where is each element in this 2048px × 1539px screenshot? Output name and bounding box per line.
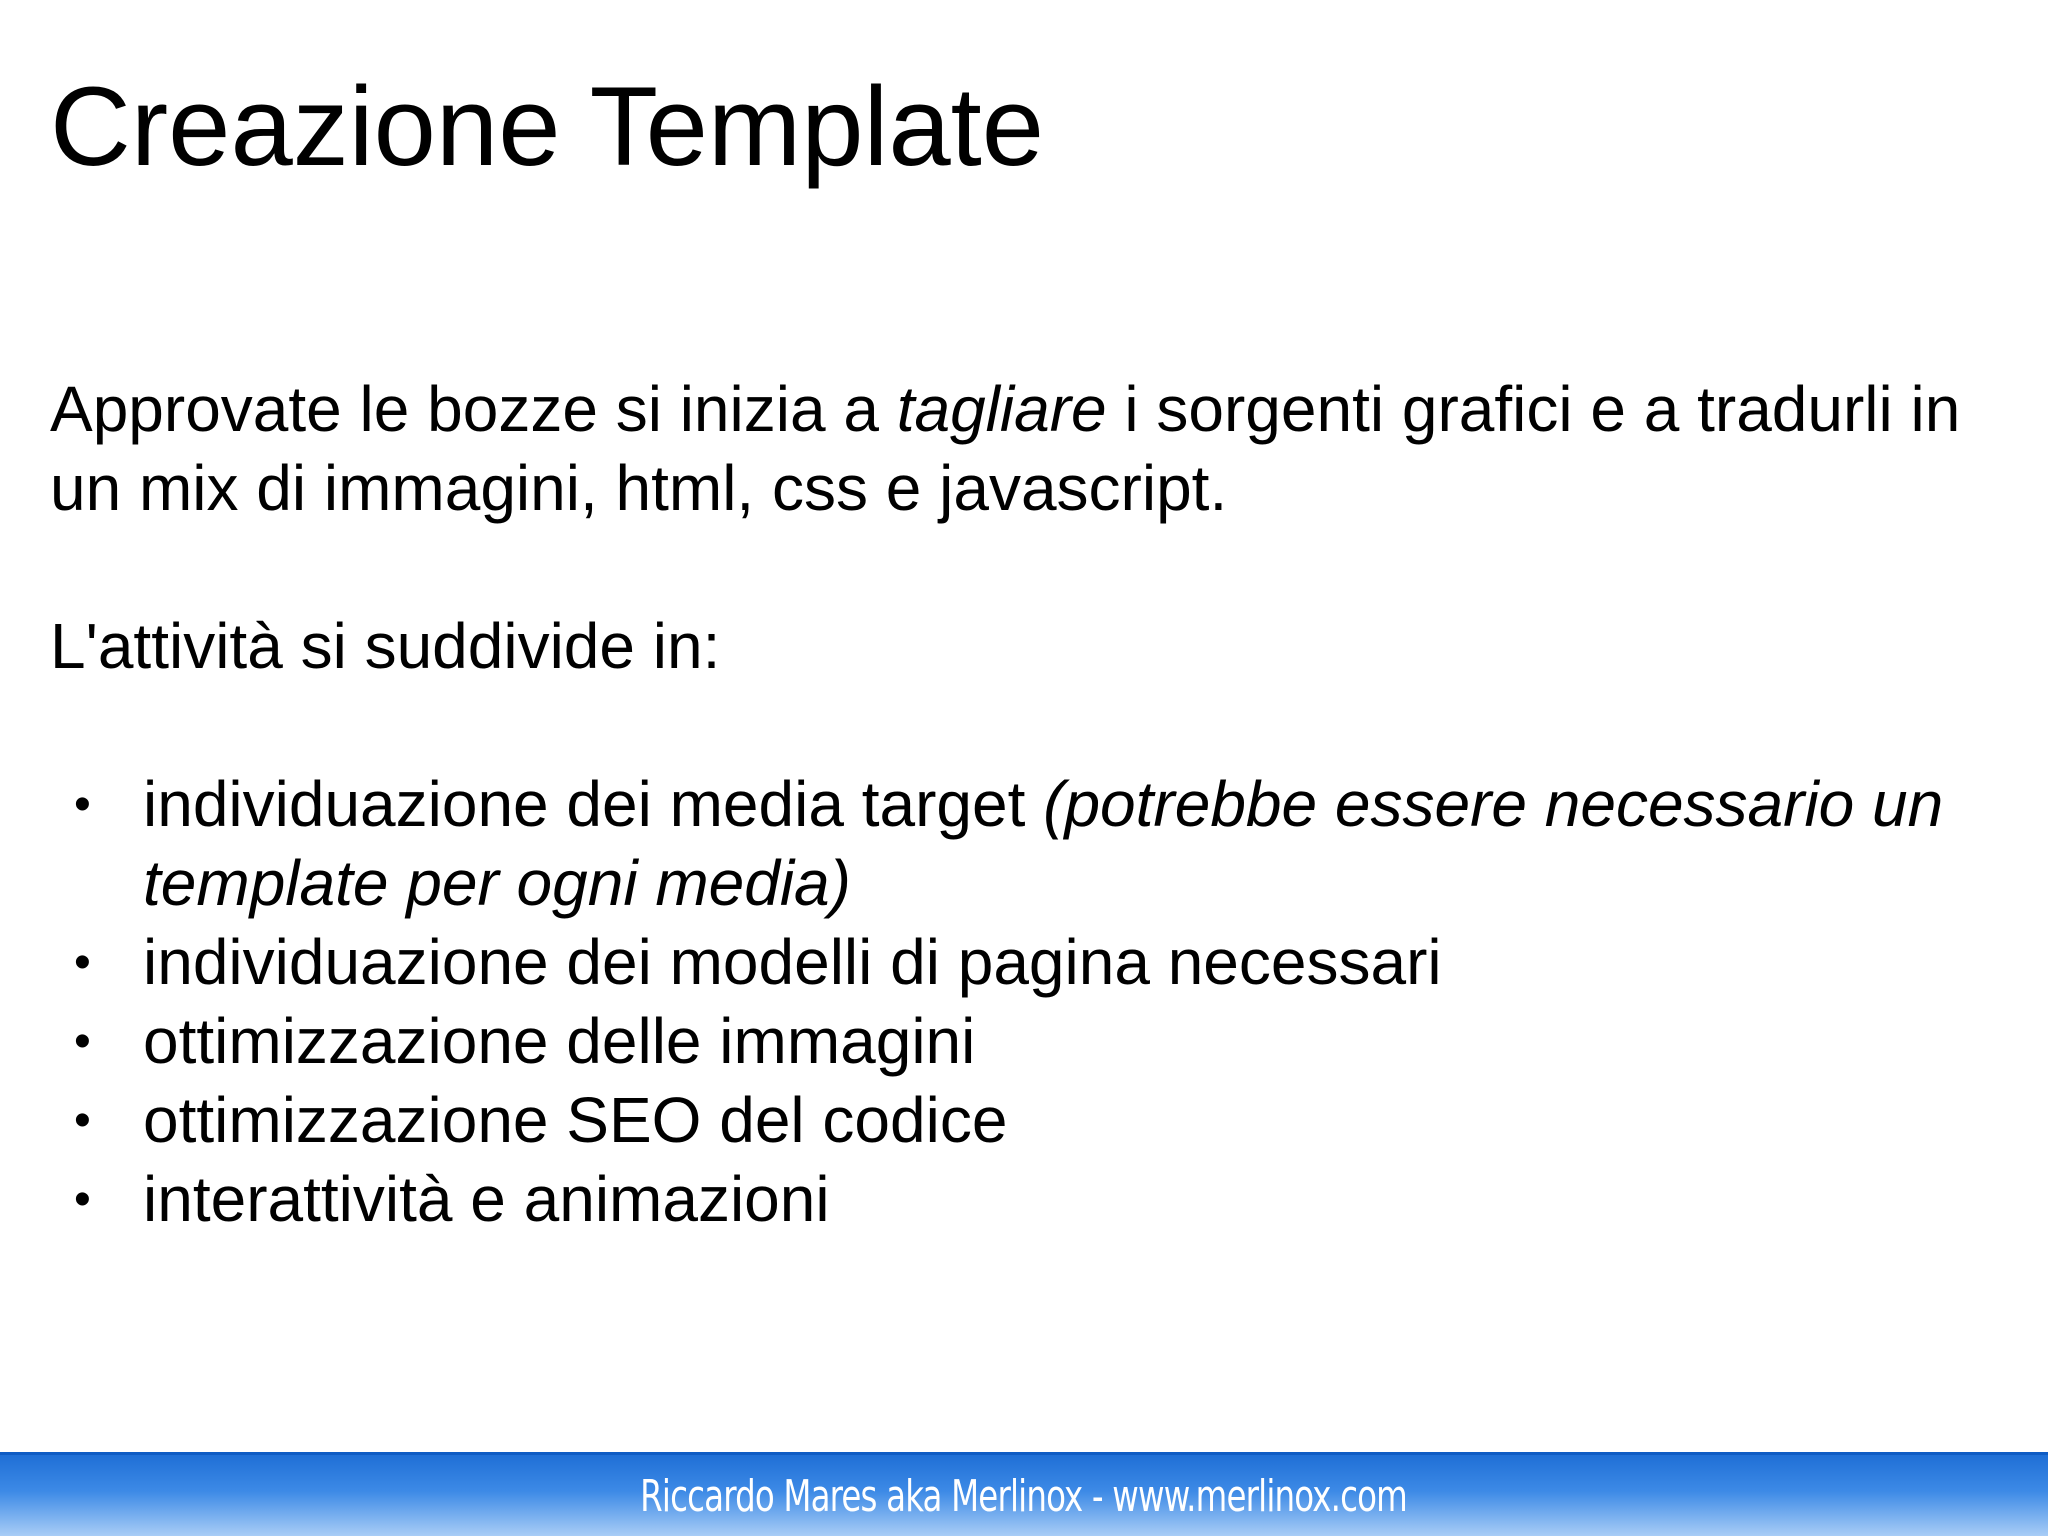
bullet-note: (potrebbe essere necessario un template per ogni media) [143, 768, 1944, 919]
footer-bar [0, 1452, 2048, 1536]
bullet-item [50, 923, 2010, 1002]
bullet-dot-icon: • [74, 936, 91, 989]
bullet-text: interattività e animazioni [143, 1163, 830, 1235]
bullet-dot-icon: • [74, 1173, 91, 1226]
bullet-text: individuazione dei modelli di pagina necessari [143, 926, 1442, 998]
intro-paragraph [50, 370, 2010, 528]
lead-paragraph: L'attività si suddivide in: [50, 610, 721, 682]
bullet-item [50, 1081, 2010, 1160]
slide-body [50, 370, 2010, 1239]
bullet-text: individuazione dei media target [143, 768, 1044, 840]
bullet-item [50, 1002, 2010, 1081]
bullet-list [50, 765, 2010, 1239]
intro-text-start: Approvate le bozze si inizia a [50, 373, 897, 445]
bullet-text: ottimizzazione SEO del codice [143, 1084, 1008, 1156]
slide-title: Creazione Template [50, 64, 1045, 189]
bullet-dot-icon: • [74, 778, 91, 831]
bullet-item [50, 765, 2010, 923]
bullet-item [50, 1160, 2010, 1239]
bullet-dot-icon: • [74, 1015, 91, 1068]
intro-emphasis: tagliare [896, 373, 1107, 445]
footer-credit: Riccardo Mares aka Merlinox - www.merlinox.com [640, 1471, 1408, 1522]
bullet-dot-icon: • [74, 1094, 91, 1147]
bullet-text: ottimizzazione delle immagini [143, 1005, 976, 1077]
intro-text-end: i sorgenti grafici e a tradurli in un mix di immagini, html, css e javascript. [50, 373, 1961, 524]
